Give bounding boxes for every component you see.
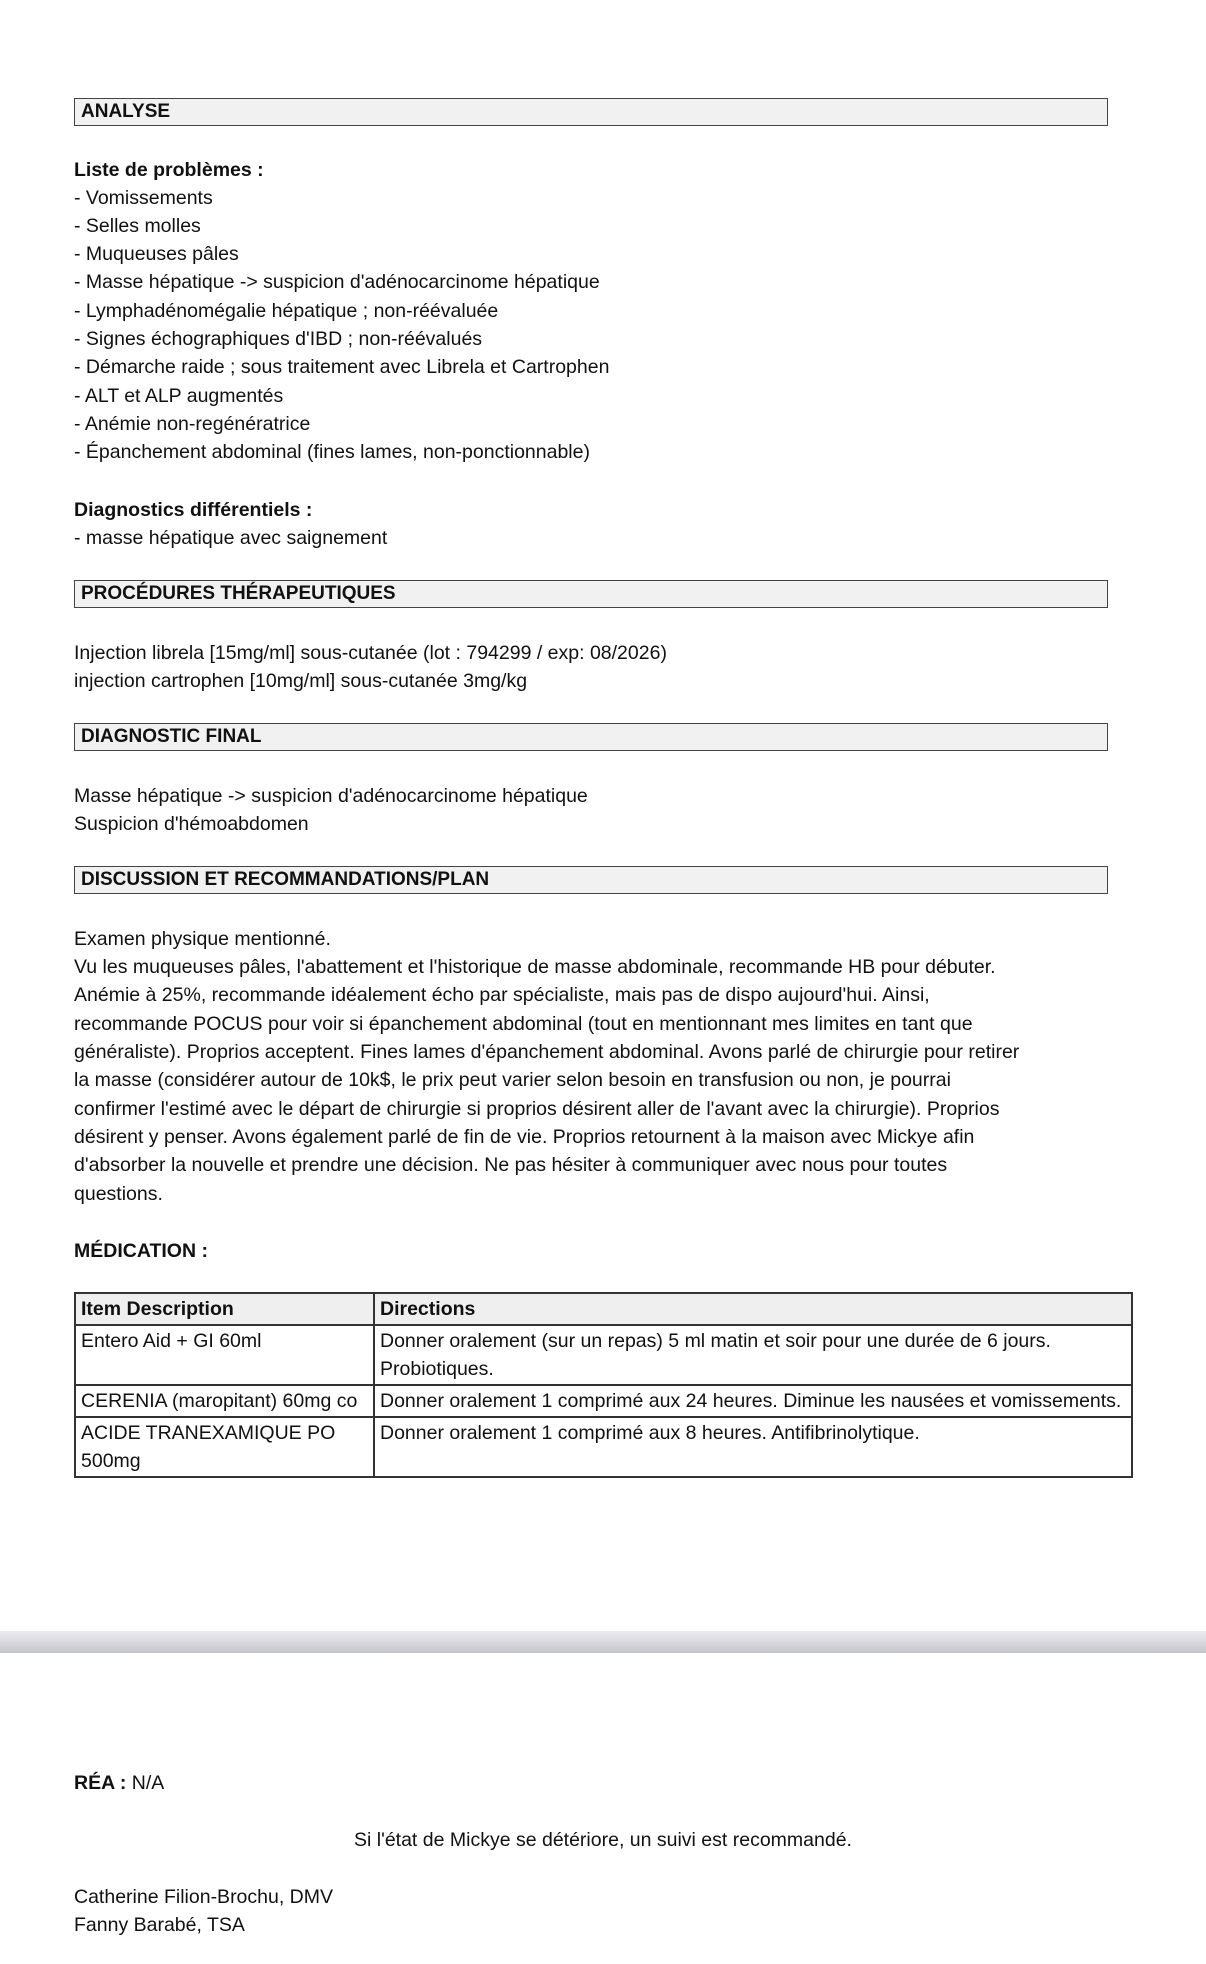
problem-item: - Anémie non-regénératrice — [74, 413, 311, 435]
ddx-title: Diagnostics différentiels : — [74, 499, 313, 521]
problem-item: - Démarche raide ; sous traitement avec Librela et Cartrophen — [74, 356, 610, 378]
medication-title: MÉDICATION : — [74, 1240, 208, 1262]
page-separator — [0, 1631, 1206, 1653]
medication-item: ACIDE TRANEXAMIQUE PO 500mg — [75, 1417, 374, 1477]
medication-directions: Donner oralement (sur un repas) 5 ml matin et soir pour une durée de 6 jours. Probiotiques. — [374, 1325, 1132, 1385]
table-row — [75, 1385, 1132, 1417]
discussion-line: désirent y penser. Avons également parlé de fin de vie. Proprios retournent à la maison avec Mickye afin — [74, 1126, 975, 1148]
section-header-analyse: ANALYSE — [74, 98, 1108, 126]
discussion-line: d'absorber la nouvelle et prendre une décision. Ne pas hésiter à communiquer avec nous pour toutes — [74, 1154, 948, 1176]
table-row — [75, 1325, 1132, 1385]
medication-directions: Donner oralement 1 comprimé aux 24 heures. Diminue les nausées et vomissements. — [374, 1385, 1132, 1417]
rea-line — [74, 1769, 164, 1797]
discussion-line: Vu les muqueuses pâles, l'abattement et l'historique de masse abdominale, recommande HB pour débuter. — [74, 956, 996, 978]
section-header-final-dx: DIAGNOSTIC FINAL — [74, 723, 1108, 751]
final-dx-line: Suspicion d'hémoabdomen — [74, 813, 309, 835]
problem-item: - Masse hépatique -> suspicion d'adénocarcinome hépatique — [74, 271, 600, 293]
medication-item: Entero Aid + GI 60ml — [75, 1325, 374, 1385]
problem-item: - Lymphadénomégalie hépatique ; non-réévaluée — [74, 300, 499, 322]
discussion-line: confirmer l'estimé avec le départ de chirurgie si proprios désirent aller de l'avant avec la chirurgie). Proprios — [74, 1098, 1000, 1120]
ddx-item: - masse hépatique avec saignement — [74, 527, 388, 549]
procedure-line: injection cartrophen [10mg/ml] sous-cutanée 3mg/kg — [74, 670, 528, 692]
signature-line: Fanny Barabé, TSA — [74, 1914, 245, 1936]
signature-line: Catherine Filion-Brochu, DMV — [74, 1886, 334, 1908]
problem-item: - Épanchement abdominal (fines lames, non-ponctionnable) — [74, 441, 590, 463]
problems-title: Liste de problèmes : — [74, 159, 264, 181]
followup-note: Si l'état de Mickye se détériore, un suivi est recommandé. — [354, 1829, 852, 1851]
section-header-procedures: PROCÉDURES THÉRAPEUTIQUES — [74, 580, 1108, 608]
table-row — [75, 1417, 1132, 1477]
problem-item: - ALT et ALP augmentés — [74, 385, 284, 407]
medication-directions: Donner oralement 1 comprimé aux 8 heures. Antifibrinolytique. — [374, 1417, 1132, 1477]
final-dx-line: Masse hépatique -> suspicion d'adénocarcinome hépatique — [74, 785, 588, 807]
discussion-line: la masse (considérer autour de 10k$, le prix peut varier selon besoin en transfusion ou non, je pourrai — [74, 1069, 951, 1091]
problem-item: - Selles molles — [74, 215, 201, 237]
medication-item: CERENIA (maropitant) 60mg co — [75, 1385, 374, 1417]
rea-label: RÉA : — [74, 1772, 127, 1794]
procedure-line: Injection librela [15mg/ml] sous-cutanée (lot : 794299 / exp: 08/2026) — [74, 642, 667, 664]
rea-value: N/A — [126, 1772, 165, 1794]
table-header-row — [75, 1293, 1132, 1325]
problem-item: - Vomissements — [74, 187, 213, 209]
discussion-line: Anémie à 25%, recommande idéalement écho par spécialiste, mais pas de dispo aujourd'hui. Ainsi, — [74, 984, 930, 1006]
column-header-item: Item Description — [75, 1293, 374, 1325]
column-header-directions: Directions — [374, 1293, 1132, 1325]
discussion-line: recommande POCUS pour voir si épanchement abdominal (tout en mentionnant mes limites en tant que — [74, 1013, 973, 1035]
discussion-line: généraliste). Proprios acceptent. Fines lames d'épanchement abdominal. Avons parlé de chirurgie pour retirer — [74, 1041, 1020, 1063]
discussion-line: Examen physique mentionné. — [74, 928, 331, 950]
section-header-discussion: DISCUSSION ET RECOMMANDATIONS/PLAN — [74, 866, 1108, 894]
discussion-line: questions. — [74, 1183, 163, 1205]
medication-table — [74, 1292, 1133, 1478]
problem-item: - Muqueuses pâles — [74, 243, 239, 265]
problem-item: - Signes échographiques d'IBD ; non-réévalués — [74, 328, 483, 350]
